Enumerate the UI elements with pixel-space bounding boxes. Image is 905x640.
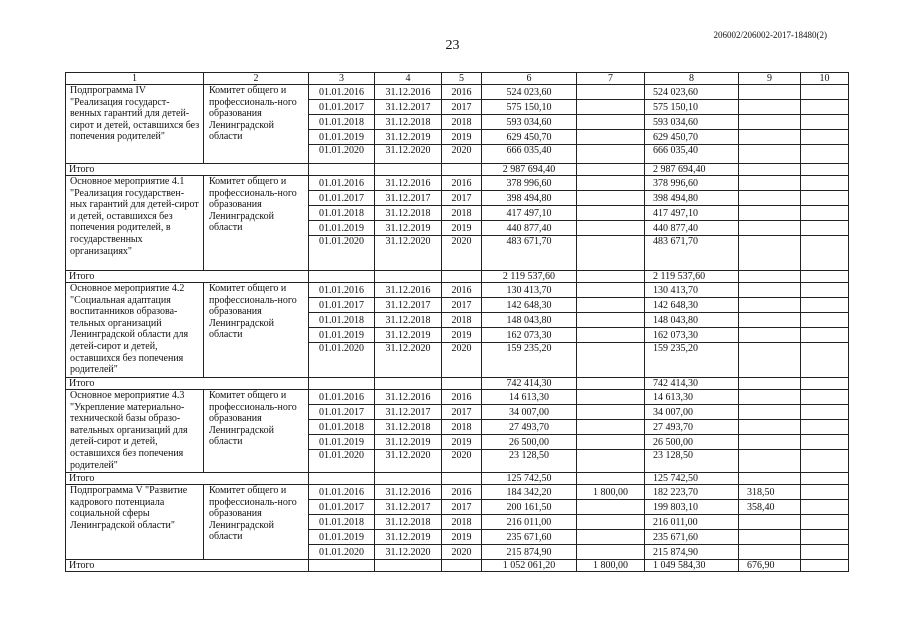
end-date-cell: 31.12.2016 bbox=[375, 283, 442, 298]
responsible-executor-cell: Комитет общего и профессиональ-ного образования Ленинградской области bbox=[204, 85, 309, 164]
end-date-cell: 31.12.2016 bbox=[375, 85, 442, 100]
column-10-cell bbox=[801, 145, 849, 164]
page-number: 23 bbox=[445, 38, 460, 53]
total-amount-cell: 26 500,00 bbox=[482, 435, 577, 450]
column-7-cell bbox=[577, 515, 645, 530]
column-8-cell: 378 996,60 bbox=[645, 176, 739, 191]
end-date-cell: 31.12.2018 bbox=[375, 313, 442, 328]
start-date-cell: 01.01.2018 bbox=[309, 115, 375, 130]
column-9-cell bbox=[739, 420, 801, 435]
empty-cell bbox=[442, 473, 482, 485]
end-date-cell: 31.12.2019 bbox=[375, 328, 442, 343]
start-date-cell: 01.01.2018 bbox=[309, 420, 375, 435]
year-cell: 2018 bbox=[442, 115, 482, 130]
end-date-cell: 31.12.2019 bbox=[375, 530, 442, 545]
total-column-7-cell bbox=[577, 473, 645, 485]
column-8-cell: 215 874,90 bbox=[645, 545, 739, 560]
year-cell: 2020 bbox=[442, 545, 482, 560]
year-cell: 2016 bbox=[442, 390, 482, 405]
column-10-cell bbox=[801, 298, 849, 313]
column-8-cell: 629 450,70 bbox=[645, 130, 739, 145]
empty-cell bbox=[442, 271, 482, 283]
column-7-cell bbox=[577, 145, 645, 164]
column-8-cell: 14 613,30 bbox=[645, 390, 739, 405]
total-amount-cell: 159 235,20 bbox=[482, 343, 577, 378]
total-total-amount-cell: 2 987 694,40 bbox=[482, 164, 577, 176]
start-date-cell: 01.01.2020 bbox=[309, 343, 375, 378]
end-date-cell: 31.12.2017 bbox=[375, 500, 442, 515]
total-total-amount-cell: 125 742,50 bbox=[482, 473, 577, 485]
year-cell: 2019 bbox=[442, 435, 482, 450]
start-date-cell: 01.01.2017 bbox=[309, 500, 375, 515]
end-date-cell: 31.12.2016 bbox=[375, 390, 442, 405]
empty-cell bbox=[375, 473, 442, 485]
total-total-amount-cell: 742 414,30 bbox=[482, 378, 577, 390]
program-name-cell: Основное мероприятие 4.2 "Социальная адаптация воспитанников образова-тельных организаций Ленинградской области для детей-сирот и детей, оставшихся без попечения родителей" bbox=[66, 283, 204, 378]
total-amount-cell: 216 011,00 bbox=[482, 515, 577, 530]
column-8-cell: 440 877,40 bbox=[645, 221, 739, 236]
end-date-cell: 31.12.2018 bbox=[375, 515, 442, 530]
total-column-8-cell: 1 049 584,30 bbox=[645, 560, 739, 572]
total-column-10-cell bbox=[801, 164, 849, 176]
column-10-cell bbox=[801, 390, 849, 405]
column-9-cell bbox=[739, 206, 801, 221]
total-amount-cell: 575 150,10 bbox=[482, 100, 577, 115]
responsible-executor-cell: Комитет общего и профессиональ-ного образования Ленинградской области bbox=[204, 485, 309, 560]
year-row bbox=[66, 85, 849, 100]
total-column-8-cell: 125 742,50 bbox=[645, 473, 739, 485]
total-amount-cell: 34 007,00 bbox=[482, 405, 577, 420]
year-row bbox=[66, 390, 849, 405]
year-cell: 2017 bbox=[442, 100, 482, 115]
column-8-cell: 235 671,60 bbox=[645, 530, 739, 545]
total-row bbox=[66, 378, 849, 390]
end-date-cell: 31.12.2018 bbox=[375, 420, 442, 435]
column-10-cell bbox=[801, 176, 849, 191]
column-7-cell bbox=[577, 130, 645, 145]
column-9-cell bbox=[739, 313, 801, 328]
end-date-cell: 31.12.2020 bbox=[375, 545, 442, 560]
total-column-8-cell: 2 119 537,60 bbox=[645, 271, 739, 283]
year-cell: 2019 bbox=[442, 130, 482, 145]
column-number: 9 bbox=[739, 73, 801, 85]
column-9-cell bbox=[739, 130, 801, 145]
empty-cell bbox=[309, 271, 375, 283]
total-amount-cell: 398 494,80 bbox=[482, 191, 577, 206]
column-9-cell bbox=[739, 100, 801, 115]
column-9-cell bbox=[739, 435, 801, 450]
column-10-cell bbox=[801, 236, 849, 271]
column-8-cell: 162 073,30 bbox=[645, 328, 739, 343]
column-8-cell: 216 011,00 bbox=[645, 515, 739, 530]
end-date-cell: 31.12.2018 bbox=[375, 206, 442, 221]
start-date-cell: 01.01.2019 bbox=[309, 328, 375, 343]
empty-cell bbox=[309, 560, 375, 572]
end-date-cell: 31.12.2017 bbox=[375, 100, 442, 115]
total-column-9-cell bbox=[739, 164, 801, 176]
end-date-cell: 31.12.2017 bbox=[375, 298, 442, 313]
program-name-cell: Основное мероприятие 4.1 "Реализация государствен-ных гарантий для детей-сирот и детей, оставшихся без попечения родителей, в государственных организациях" bbox=[66, 176, 204, 271]
year-cell: 2017 bbox=[442, 500, 482, 515]
total-total-amount-cell: 2 119 537,60 bbox=[482, 271, 577, 283]
year-cell: 2018 bbox=[442, 515, 482, 530]
column-9-cell bbox=[739, 405, 801, 420]
column-8-cell: 142 648,30 bbox=[645, 298, 739, 313]
year-row bbox=[66, 176, 849, 191]
total-label: Итого bbox=[66, 164, 309, 176]
column-7-cell: 1 800,00 bbox=[577, 485, 645, 500]
year-cell: 2019 bbox=[442, 221, 482, 236]
column-10-cell bbox=[801, 206, 849, 221]
column-7-cell bbox=[577, 191, 645, 206]
start-date-cell: 01.01.2019 bbox=[309, 130, 375, 145]
end-date-cell: 31.12.2020 bbox=[375, 450, 442, 473]
empty-cell bbox=[442, 378, 482, 390]
column-7-cell bbox=[577, 283, 645, 298]
empty-cell bbox=[309, 378, 375, 390]
column-9-cell bbox=[739, 221, 801, 236]
total-amount-cell: 440 877,40 bbox=[482, 221, 577, 236]
column-7-cell bbox=[577, 343, 645, 378]
column-9-cell bbox=[739, 145, 801, 164]
column-10-cell bbox=[801, 485, 849, 500]
program-name-cell: Основное мероприятие 4.3 "Укрепление материально-технической базы образо-вательных организаций для детей-сирот и детей, оставшихся без попечения родителей" bbox=[66, 390, 204, 473]
column-7-cell bbox=[577, 236, 645, 271]
year-cell: 2019 bbox=[442, 530, 482, 545]
column-7-cell bbox=[577, 221, 645, 236]
total-amount-cell: 524 023,60 bbox=[482, 85, 577, 100]
column-10-cell bbox=[801, 343, 849, 378]
total-amount-cell: 23 128,50 bbox=[482, 450, 577, 473]
empty-cell bbox=[309, 473, 375, 485]
budget-table bbox=[65, 72, 849, 572]
column-number-row bbox=[66, 73, 849, 85]
column-10-cell bbox=[801, 100, 849, 115]
column-10-cell bbox=[801, 283, 849, 298]
start-date-cell: 01.01.2017 bbox=[309, 191, 375, 206]
column-number: 8 bbox=[645, 73, 739, 85]
column-number: 4 bbox=[375, 73, 442, 85]
total-column-7-cell bbox=[577, 378, 645, 390]
year-cell: 2020 bbox=[442, 145, 482, 164]
start-date-cell: 01.01.2016 bbox=[309, 390, 375, 405]
column-7-cell bbox=[577, 176, 645, 191]
year-cell: 2019 bbox=[442, 328, 482, 343]
column-8-cell: 26 500,00 bbox=[645, 435, 739, 450]
end-date-cell: 31.12.2017 bbox=[375, 191, 442, 206]
column-7-cell bbox=[577, 405, 645, 420]
total-row bbox=[66, 473, 849, 485]
column-9-cell bbox=[739, 530, 801, 545]
column-9-cell bbox=[739, 176, 801, 191]
total-amount-cell: 417 497,10 bbox=[482, 206, 577, 221]
year-cell: 2016 bbox=[442, 283, 482, 298]
column-8-cell: 182 223,70 bbox=[645, 485, 739, 500]
year-cell: 2017 bbox=[442, 298, 482, 313]
column-10-cell bbox=[801, 221, 849, 236]
column-10-cell bbox=[801, 405, 849, 420]
end-date-cell: 31.12.2016 bbox=[375, 176, 442, 191]
year-cell: 2016 bbox=[442, 85, 482, 100]
year-cell: 2020 bbox=[442, 343, 482, 378]
column-7-cell bbox=[577, 85, 645, 100]
total-amount-cell: 215 874,90 bbox=[482, 545, 577, 560]
total-label: Итого bbox=[66, 271, 309, 283]
empty-cell bbox=[375, 378, 442, 390]
column-8-cell: 130 413,70 bbox=[645, 283, 739, 298]
column-9-cell bbox=[739, 545, 801, 560]
column-7-cell bbox=[577, 545, 645, 560]
end-date-cell: 31.12.2020 bbox=[375, 343, 442, 378]
column-7-cell bbox=[577, 100, 645, 115]
column-8-cell: 483 671,70 bbox=[645, 236, 739, 271]
year-cell: 2016 bbox=[442, 176, 482, 191]
column-number: 1 bbox=[66, 73, 204, 85]
start-date-cell: 01.01.2019 bbox=[309, 435, 375, 450]
column-10-cell bbox=[801, 85, 849, 100]
column-9-cell bbox=[739, 515, 801, 530]
column-9-cell bbox=[739, 450, 801, 473]
total-amount-cell: 27 493,70 bbox=[482, 420, 577, 435]
column-7-cell bbox=[577, 298, 645, 313]
start-date-cell: 01.01.2019 bbox=[309, 530, 375, 545]
column-8-cell: 27 493,70 bbox=[645, 420, 739, 435]
responsible-executor-cell: Комитет общего и профессиональ-ного образования Ленинградской области bbox=[204, 176, 309, 271]
column-10-cell bbox=[801, 328, 849, 343]
column-9-cell bbox=[739, 390, 801, 405]
year-cell: 2018 bbox=[442, 206, 482, 221]
total-amount-cell: 148 043,80 bbox=[482, 313, 577, 328]
column-7-cell bbox=[577, 420, 645, 435]
empty-cell bbox=[442, 164, 482, 176]
column-9-cell: 318,50 bbox=[739, 485, 801, 500]
column-9-cell bbox=[739, 328, 801, 343]
column-7-cell bbox=[577, 328, 645, 343]
total-amount-cell: 483 671,70 bbox=[482, 236, 577, 271]
end-date-cell: 31.12.2019 bbox=[375, 221, 442, 236]
total-column-9-cell bbox=[739, 473, 801, 485]
start-date-cell: 01.01.2016 bbox=[309, 485, 375, 500]
year-cell: 2020 bbox=[442, 450, 482, 473]
total-label: Итого bbox=[66, 560, 309, 572]
column-9-cell bbox=[739, 236, 801, 271]
responsible-executor-cell: Комитет общего и профессиональ-ного образования Ленинградской области bbox=[204, 390, 309, 473]
column-10-cell bbox=[801, 313, 849, 328]
total-column-7-cell bbox=[577, 164, 645, 176]
total-column-7-cell: 1 800,00 bbox=[577, 560, 645, 572]
total-column-10-cell bbox=[801, 473, 849, 485]
column-10-cell bbox=[801, 515, 849, 530]
total-amount-cell: 378 996,60 bbox=[482, 176, 577, 191]
total-column-9-cell bbox=[739, 271, 801, 283]
total-amount-cell: 162 073,30 bbox=[482, 328, 577, 343]
empty-cell bbox=[309, 164, 375, 176]
column-8-cell: 666 035,40 bbox=[645, 145, 739, 164]
year-cell: 2020 bbox=[442, 236, 482, 271]
total-amount-cell: 184 342,20 bbox=[482, 485, 577, 500]
start-date-cell: 01.01.2020 bbox=[309, 545, 375, 560]
column-8-cell: 524 023,60 bbox=[645, 85, 739, 100]
column-8-cell: 575 150,10 bbox=[645, 100, 739, 115]
column-9-cell: 358,40 bbox=[739, 500, 801, 515]
column-number: 10 bbox=[801, 73, 849, 85]
end-date-cell: 31.12.2020 bbox=[375, 145, 442, 164]
year-row bbox=[66, 283, 849, 298]
total-amount-cell: 666 035,40 bbox=[482, 145, 577, 164]
column-number: 3 bbox=[309, 73, 375, 85]
column-7-cell bbox=[577, 435, 645, 450]
total-amount-cell: 142 648,30 bbox=[482, 298, 577, 313]
column-10-cell bbox=[801, 130, 849, 145]
total-column-10-cell bbox=[801, 271, 849, 283]
start-date-cell: 01.01.2020 bbox=[309, 145, 375, 164]
responsible-executor-cell: Комитет общего и профессиональ-ного образования Ленинградской области bbox=[204, 283, 309, 378]
year-cell: 2016 bbox=[442, 485, 482, 500]
start-date-cell: 01.01.2018 bbox=[309, 313, 375, 328]
start-date-cell: 01.01.2018 bbox=[309, 515, 375, 530]
column-8-cell: 159 235,20 bbox=[645, 343, 739, 378]
column-number: 2 bbox=[204, 73, 309, 85]
total-amount-cell: 200 161,50 bbox=[482, 500, 577, 515]
end-date-cell: 31.12.2019 bbox=[375, 435, 442, 450]
start-date-cell: 01.01.2016 bbox=[309, 283, 375, 298]
start-date-cell: 01.01.2016 bbox=[309, 176, 375, 191]
total-row bbox=[66, 560, 849, 572]
column-9-cell bbox=[739, 343, 801, 378]
total-amount-cell: 235 671,60 bbox=[482, 530, 577, 545]
column-8-cell: 23 128,50 bbox=[645, 450, 739, 473]
table-body bbox=[66, 85, 849, 572]
column-10-cell bbox=[801, 545, 849, 560]
start-date-cell: 01.01.2016 bbox=[309, 85, 375, 100]
end-date-cell: 31.12.2018 bbox=[375, 115, 442, 130]
column-7-cell bbox=[577, 313, 645, 328]
column-9-cell bbox=[739, 115, 801, 130]
column-7-cell bbox=[577, 530, 645, 545]
column-9-cell bbox=[739, 283, 801, 298]
column-7-cell bbox=[577, 206, 645, 221]
total-column-9-cell: 676,90 bbox=[739, 560, 801, 572]
end-date-cell: 31.12.2016 bbox=[375, 485, 442, 500]
empty-cell bbox=[442, 560, 482, 572]
year-cell: 2017 bbox=[442, 191, 482, 206]
year-row bbox=[66, 485, 849, 500]
total-total-amount-cell: 1 052 061,20 bbox=[482, 560, 577, 572]
column-8-cell: 593 034,60 bbox=[645, 115, 739, 130]
column-10-cell bbox=[801, 115, 849, 130]
total-column-7-cell bbox=[577, 271, 645, 283]
start-date-cell: 01.01.2020 bbox=[309, 236, 375, 271]
end-date-cell: 31.12.2020 bbox=[375, 236, 442, 271]
start-date-cell: 01.01.2019 bbox=[309, 221, 375, 236]
year-cell: 2017 bbox=[442, 405, 482, 420]
start-date-cell: 01.01.2017 bbox=[309, 405, 375, 420]
empty-cell bbox=[375, 164, 442, 176]
end-date-cell: 31.12.2017 bbox=[375, 405, 442, 420]
total-column-8-cell: 742 414,30 bbox=[645, 378, 739, 390]
total-row bbox=[66, 164, 849, 176]
start-date-cell: 01.01.2017 bbox=[309, 100, 375, 115]
column-9-cell bbox=[739, 85, 801, 100]
column-10-cell bbox=[801, 500, 849, 515]
year-cell: 2018 bbox=[442, 420, 482, 435]
total-column-10-cell bbox=[801, 560, 849, 572]
column-7-cell bbox=[577, 390, 645, 405]
column-10-cell bbox=[801, 450, 849, 473]
program-name-cell: Подпрограмма IV "Реализация государст-венных гарантий для детей-сирот и детей, оставшихся без попечения родителей" bbox=[66, 85, 204, 164]
column-10-cell bbox=[801, 435, 849, 450]
column-8-cell: 417 497,10 bbox=[645, 206, 739, 221]
column-number: 7 bbox=[577, 73, 645, 85]
start-date-cell: 01.01.2017 bbox=[309, 298, 375, 313]
total-amount-cell: 629 450,70 bbox=[482, 130, 577, 145]
column-8-cell: 34 007,00 bbox=[645, 405, 739, 420]
column-number: 6 bbox=[482, 73, 577, 85]
column-10-cell bbox=[801, 191, 849, 206]
column-8-cell: 199 803,10 bbox=[645, 500, 739, 515]
total-amount-cell: 14 613,30 bbox=[482, 390, 577, 405]
column-10-cell bbox=[801, 420, 849, 435]
column-7-cell bbox=[577, 115, 645, 130]
column-7-cell bbox=[577, 500, 645, 515]
total-row bbox=[66, 271, 849, 283]
column-8-cell: 148 043,80 bbox=[645, 313, 739, 328]
column-9-cell bbox=[739, 298, 801, 313]
column-9-cell bbox=[739, 191, 801, 206]
end-date-cell: 31.12.2019 bbox=[375, 130, 442, 145]
total-column-9-cell bbox=[739, 378, 801, 390]
total-amount-cell: 593 034,60 bbox=[482, 115, 577, 130]
start-date-cell: 01.01.2018 bbox=[309, 206, 375, 221]
column-number: 5 bbox=[442, 73, 482, 85]
column-10-cell bbox=[801, 530, 849, 545]
total-amount-cell: 130 413,70 bbox=[482, 283, 577, 298]
program-name-cell: Подпрограмма V "Развитие кадрового потенциала социальной сферы Ленинградской области" bbox=[66, 485, 204, 560]
start-date-cell: 01.01.2020 bbox=[309, 450, 375, 473]
total-column-8-cell: 2 987 694,40 bbox=[645, 164, 739, 176]
total-label: Итого bbox=[66, 473, 309, 485]
total-column-10-cell bbox=[801, 378, 849, 390]
year-cell: 2018 bbox=[442, 313, 482, 328]
total-label: Итого bbox=[66, 378, 309, 390]
column-7-cell bbox=[577, 450, 645, 473]
empty-cell bbox=[375, 560, 442, 572]
empty-cell bbox=[375, 271, 442, 283]
column-8-cell: 398 494,80 bbox=[645, 191, 739, 206]
document-id: 206002/206002-2017-18480(2) bbox=[713, 30, 827, 40]
